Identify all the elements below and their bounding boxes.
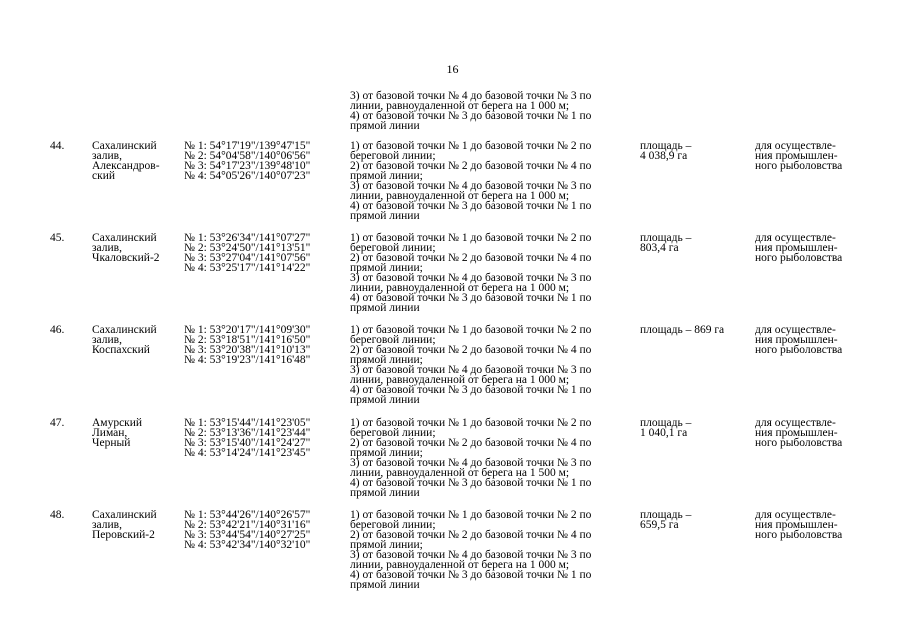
row-number: 45. [50,232,65,244]
base-point-coordinates: № 1: 53°20'17"/141°09'30" № 2: 53°18'51"/141°16'50" № 3: 53°20'38"/141°10'13" № 4: 53°19'23"/141°16'48" [184,324,311,366]
area-purpose: для осуществле- ния промышлен- ного рыболовства [755,417,843,449]
base-point-coordinates: № 1: 54°17'19"/139°47'15" № 2: 54°04'58"/140°06'56" № 3: 54°17'23"/139°48'10" № 4: 54°05'26"/140°07'23" [184,140,311,182]
base-point-coordinates: № 1: 53°44'26"/140°26'57" № 2: 53°42'21"/140°31'16" № 3: 53°44'54"/140°27'25" № 4: 53°42'34"/140°32'10" [184,509,311,551]
area-name: Сахалинский залив, Александров- ский [92,140,160,182]
row-number: 48. [50,509,65,521]
area-purpose: для осуществле- ния промышлен- ного рыболовства [755,140,843,172]
area-purpose: для осуществле- ния промышлен- ного рыболовства [755,324,843,356]
carryover-description: 3) от базовой точки № 4 до базовой точки № 3 по линии, равноудаленной от берега на 1 000 м; 4) от базовой точки № 3 до базовой точки № 1 по прямой линии [350,90,592,132]
area-purpose: для осуществле- ния промышлен- ного рыболовства [755,232,843,264]
base-point-coordinates: № 1: 53°15'44"/141°23'05" № 2: 53°13'36"/141°23'44" № 3: 53°15'40"/141°24'27" № 4: 53°14'24"/141°23'45" [184,417,311,459]
row-number: 44. [50,140,65,152]
area-name: Сахалинский залив, Чкаловский-2 [92,232,160,264]
page-number: 16 [446,62,459,76]
area-name: Сахалинский залив, Перовский-2 [92,509,157,541]
area-size: площадь – 1 040,1 га [640,417,692,439]
area-size: площадь – 4 038,9 га [640,140,692,162]
boundary-description: 1) от базовой точки № 1 до базовой точки № 2 по береговой линии; 2) от базовой точки № 2 до базовой точки № 4 по прямой линии; 3) от базовой точки № 4 до базовой точки № 3 по линии, равноудаленной от берега на 1 500 м; 4) от базовой точки № 3 до базовой точки № 1 по прямой линии [350,417,592,499]
area-purpose: для осуществле- ния промышлен- ного рыболовства [755,509,843,541]
area-size: площадь – 869 га [640,324,725,336]
area-size: площадь – 803,4 га [640,232,692,254]
boundary-description: 1) от базовой точки № 1 до базовой точки № 2 по береговой линии; 2) от базовой точки № 2 до базовой точки № 4 по прямой линии; 3) от базовой точки № 4 до базовой точки № 3 по линии, равноудаленной от берега на 1 000 м; 4) от базовой точки № 3 до базовой точки № 1 по прямой линии [350,324,592,406]
area-size: площадь – 659,5 га [640,509,692,531]
area-name: Амурский Лиман, Черный [92,417,143,449]
boundary-description: 1) от базовой точки № 1 до базовой точки № 2 по береговой линии; 2) от базовой точки № 2 до базовой точки № 4 по прямой линии; 3) от базовой точки № 4 до базовой точки № 3 по линии, равноудаленной от берега на 1 000 м; 4) от базовой точки № 3 до базовой точки № 1 по прямой линии [350,140,592,222]
row-number: 46. [50,324,65,336]
area-name: Сахалинский залив, Коспахский [92,324,157,356]
base-point-coordinates: № 1: 53°26'34"/141°07'27" № 2: 53°24'50"/141°13'51" № 3: 53°27'04"/141°07'56" № 4: 53°25'17"/141°14'22" [184,232,311,274]
row-number: 47. [50,417,65,429]
boundary-description: 1) от базовой точки № 1 до базовой точки № 2 по береговой линии; 2) от базовой точки № 2 до базовой точки № 4 по прямой линии; 3) от базовой точки № 4 до базовой точки № 3 по линии, равноудаленной от берега на 1 000 м; 4) от базовой точки № 3 до базовой точки № 1 по прямой линии [350,232,592,314]
boundary-description: 1) от базовой точки № 1 до базовой точки № 2 по береговой линии; 2) от базовой точки № 2 до базовой точки № 4 по прямой линии; 3) от базовой точки № 4 до базовой точки № 3 по линии, равноудаленной от берега на 1 000 м; 4) от базовой точки № 3 до базовой точки № 1 по прямой линии [350,509,592,591]
